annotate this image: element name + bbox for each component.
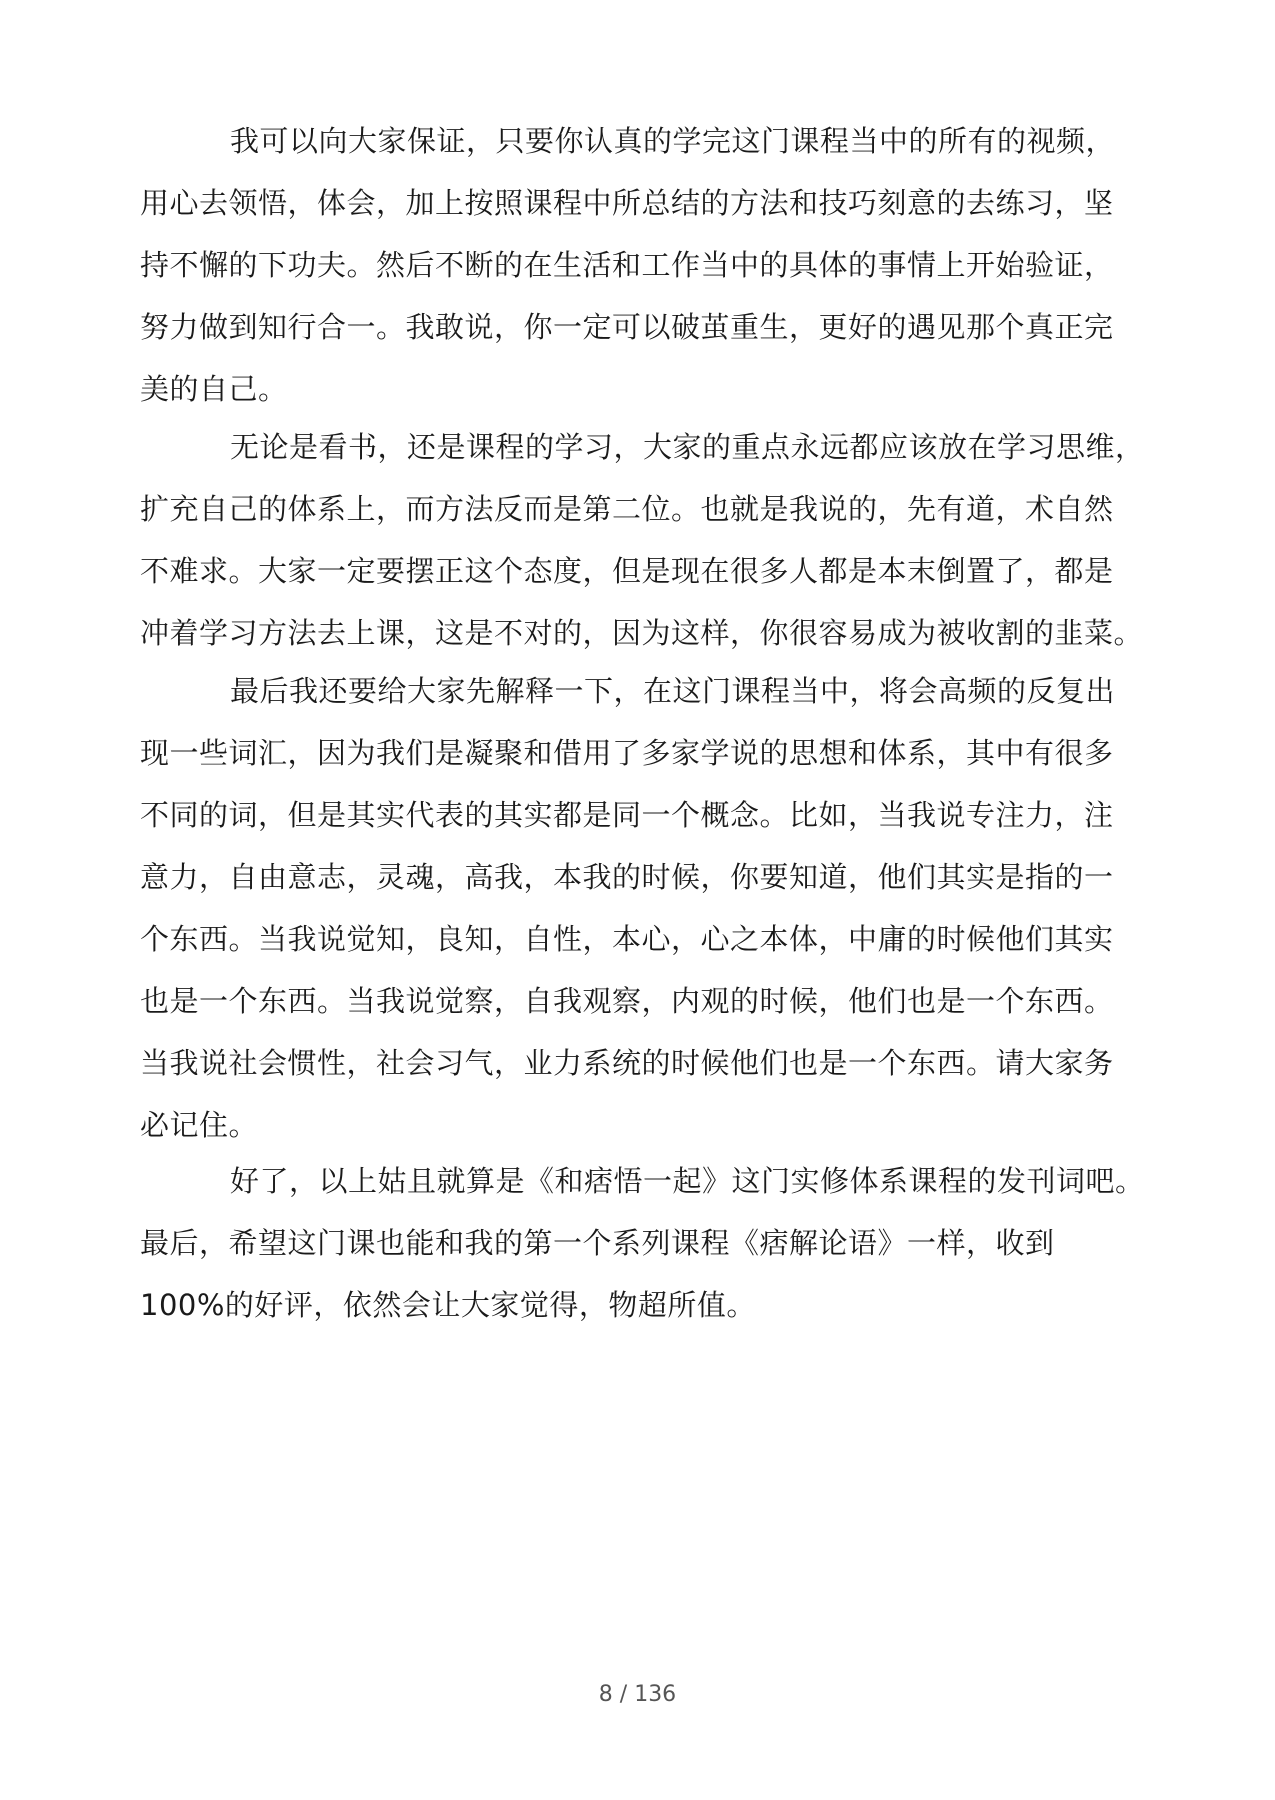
paragraph-3 bbox=[140, 660, 1140, 1156]
paragraph-2 bbox=[140, 416, 1145, 664]
text-line: 美的自己。 bbox=[140, 372, 288, 406]
text-line: 扩充自己的体系上，而方法反而是第二位。也就是我说的，先有道，术自然 bbox=[140, 492, 1114, 526]
text-line: 不难求。大家一定要摆正这个态度，但是现在很多人都是本末倒置了，都是 bbox=[140, 554, 1114, 588]
text-line: 当我说社会惯性，社会习气，业力系统的时候他们也是一个东西。请大家务 bbox=[140, 1046, 1114, 1080]
text-line: 用心去领悟，体会，加上按照课程中所总结的方法和技巧刻意的去练习，坚 bbox=[140, 186, 1114, 220]
text-line: 努力做到知行合一。我敢说，你一定可以破茧重生，更好的遇见那个真正完 bbox=[140, 310, 1114, 344]
paragraph-1 bbox=[140, 110, 1140, 420]
text-line: 最后我还要给大家先解释一下，在这门课程当中，将会高频的反复出 bbox=[230, 674, 1116, 708]
text-line: 不同的词，但是其实代表的其实都是同一个概念。比如，当我说专注力，注 bbox=[140, 798, 1114, 832]
text-line: 意力，自由意志，灵魂，高我，本我的时候，你要知道，他们其实是指的一 bbox=[140, 860, 1114, 894]
text-line: 必记住。 bbox=[140, 1108, 259, 1142]
text-line: 好了，以上姑且就算是《和痞悟一起》这门实修体系课程的发刊词吧。 bbox=[230, 1164, 1145, 1198]
text-line: 也是一个东西。当我说觉察，自我观察，内观的时候，他们也是一个东西。 bbox=[140, 984, 1114, 1018]
text-line: 我可以向大家保证，只要你认真的学完这门课程当中的所有的视频， bbox=[230, 124, 1116, 158]
text-line: 现一些词汇，因为我们是凝聚和借用了多家学说的思想和体系，其中有很多 bbox=[140, 736, 1114, 770]
paragraph-4 bbox=[140, 1150, 1145, 1336]
text-line: 无论是看书，还是课程的学习，大家的重点永远都应该放在学习思维， bbox=[230, 430, 1145, 464]
text-line: 100%的好评，依然会让大家觉得，物超所值。 bbox=[140, 1288, 756, 1322]
text-line: 最后，希望这门课也能和我的第一个系列课程《痞解论语》一样，收到 bbox=[140, 1226, 1055, 1260]
text-line: 个东西。当我说觉知，良知，自性，本心，心之本体，中庸的时候他们其实 bbox=[140, 922, 1114, 956]
text-line: 持不懈的下功夫。然后不断的在生活和工作当中的具体的事情上开始验证， bbox=[140, 248, 1114, 282]
text-line: 冲着学习方法去上课，这是不对的，因为这样，你很容易成为被收割的韭菜。 bbox=[140, 616, 1144, 650]
page-number: 8 / 136 bbox=[598, 1682, 677, 1707]
